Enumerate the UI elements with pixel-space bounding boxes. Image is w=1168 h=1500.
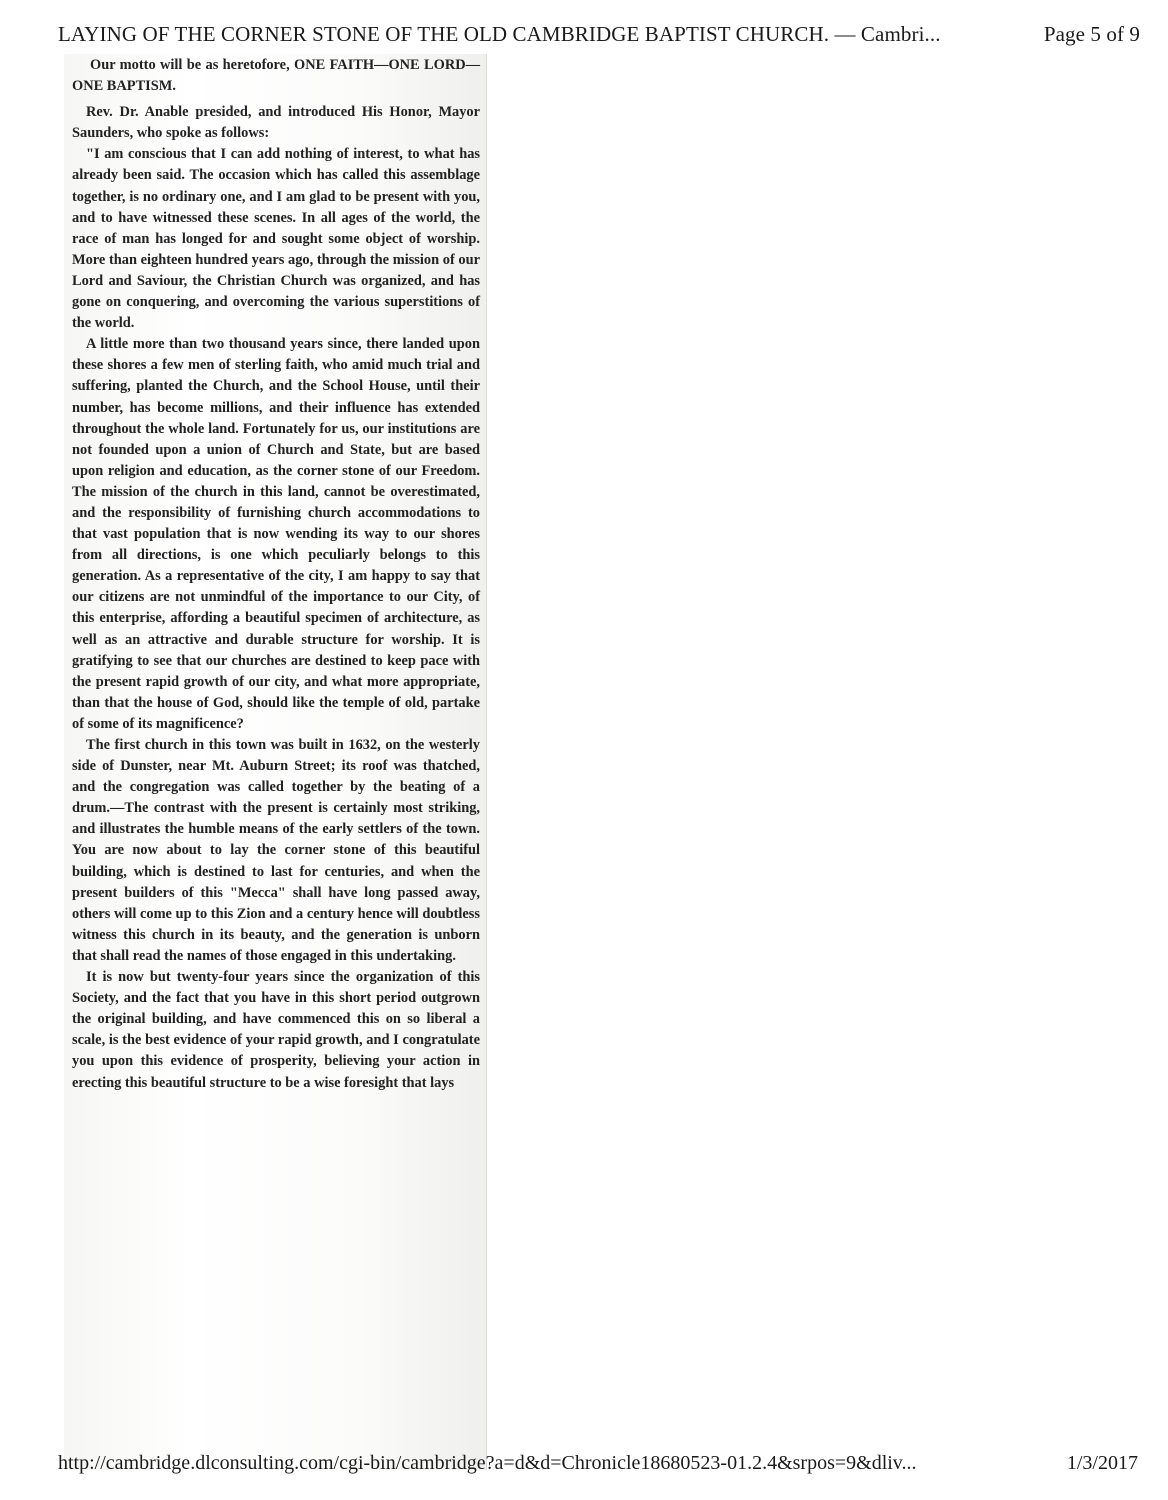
source-url: http://cambridge.dlconsulting.com/cgi-bin/cambridge?a=d&d=Chronicle18680523-01.2.4&srpos=9&dliv...	[58, 1452, 917, 1474]
article-paragraph: It is now but twenty-four years since the organization of this Society, and the fact that you have in this short period outgrown the original building, and have commenced this on so liberal a scale, is the best evidence of your rapid growth, and I congratulate you upon this evidence of prosperity, believing your action in erecting this beautiful structure to be a wise foresight that lays	[72, 969, 480, 1091]
article-paragraph: A little more than two thousand years since, there landed upon these shores a few men of sterling faith, who amid much trial and suffering, planted the Church, and the School House, until their number, has become millions, and their influence has extended throughout the whole land. Fortunately for us, our institutions are not founded upon a union of Church and State, but are based upon religion and education, as the corner stone of our Freedom. The mission of the church in this land, cannot be overestimated, and the responsibility of furnishing church accommodations to that vast population that is now wending its way to our shores from all directions, is one which peculiarly belongs to this generation. As a representative of the city, I am happy to say that our citizens are not unmindful of the importance to our City, of this enterprise, affording a beautiful specimen of architecture, as well as an attractive and durable structure for worship. It is gratifying to see that our churches are destined to keep pace with the present rapid growth of our city, and what more appropriate, than that the house of God, should like the temple of old, partake of some of its magnificence?	[72, 336, 480, 732]
newspaper-clipping	[64, 54, 487, 1470]
article-column	[64, 54, 486, 1094]
article-paragraph: The first church in this town was built in 1632, on the westerly side of Dunster, near Mt. Auburn Street; its roof was thatched, and the congregation was called together by the beating of a drum.—The contrast with the present is certainly most striking, and illustrates the humble means of the early settlers of the town. You are now about to lay the corner stone of this beautiful building, which is destined to last for centuries, and when the present builders of this "Mecca" shall have long passed away, others will come up to this Zion and a century hence will doubtless witness this church in its beauty, and the generation is unborn that shall read the names of those engaged in this undertaking.	[72, 737, 480, 964]
print-footer	[58, 1452, 1138, 1475]
print-header	[58, 22, 1140, 47]
article-motto: Our motto will be as heretofore, ONE FAITH—ONE LORD—ONE BAPTISM.	[72, 57, 480, 95]
page-number: Page 5 of 9	[1043, 22, 1140, 46]
article-intro: Rev. Dr. Anable presided, and introduced His Honor, Mayor Saunders, who spoke as follows:	[72, 104, 480, 142]
document-title: LAYING OF THE CORNER STONE OF THE OLD CAMBRIDGE BAPTIST CHURCH. — Cambri...	[58, 22, 941, 46]
article-paragraph: "I am conscious that I can add nothing of interest, to what has already been said. The occasion which has called this assemblage together, is no ordinary one, and I am glad to be present with you, and to have witnessed these scenes. In all ages of the world, the race of man has longed for and sought some object of worship. More than eighteen hundred years ago, through the mission of our Lord and Saviour, the Christian Church was organized, and has gone on conquering, and overcoming the various superstitions of the world.	[72, 146, 480, 332]
print-date: 1/3/2017	[1066, 1452, 1138, 1474]
